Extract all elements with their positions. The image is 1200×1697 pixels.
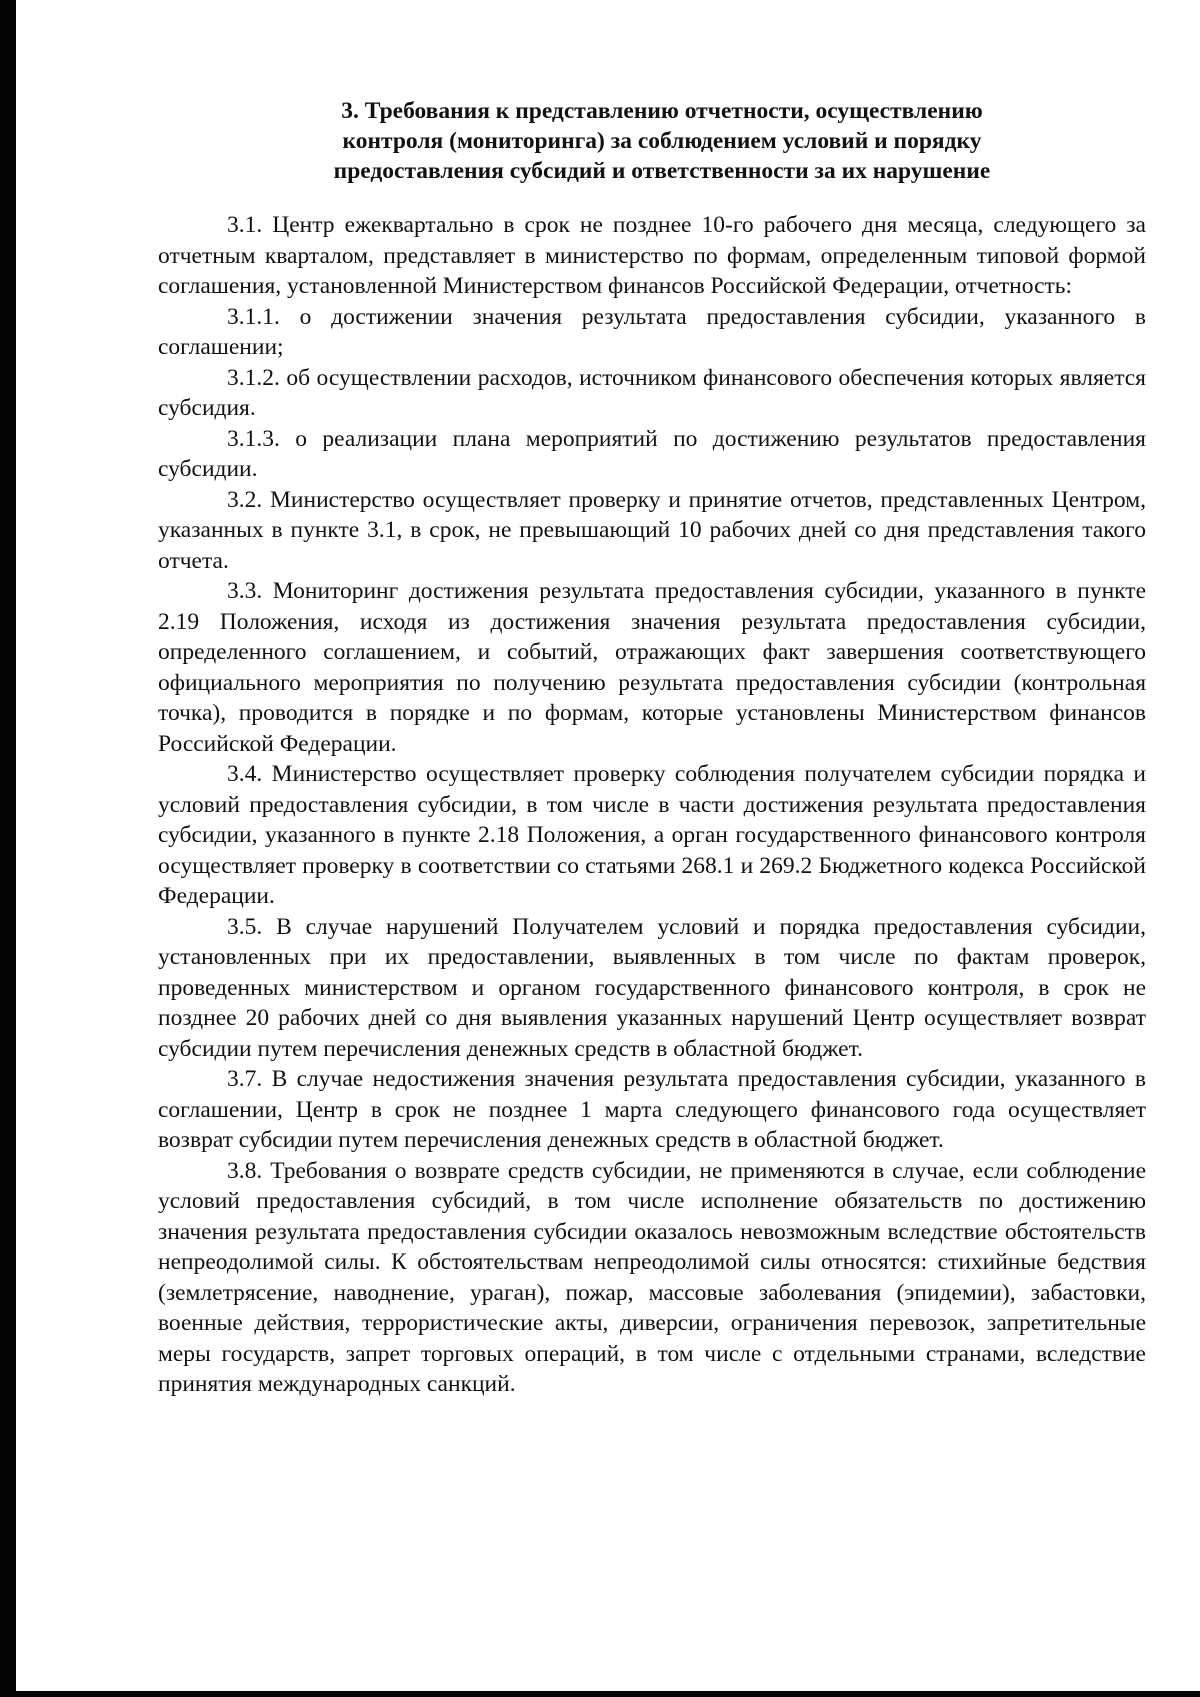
section-heading (158, 96, 1146, 186)
paragraph-3-1-3: 3.1.3. о реализации плана мероприятий по достижению результатов предоставления субсидии. (158, 425, 1146, 482)
paragraph-3-1: 3.1. Центр ежеквартально в срок не позднее 10-го рабочего дня месяца, следующего за отчетным кварталом, представляет в министерство по формам, определенным типовой формой соглашения, установленной Министерством финансов Российской Федерации, отчетность: (158, 212, 1146, 299)
scan-edge-left (0, 0, 16, 1697)
heading-line-2: контроля (мониторинга) за соблюдением условий и порядку (342, 128, 982, 154)
heading-line-1: 3. Требования к представлению отчетности, осуществлению (341, 98, 983, 124)
document-page (158, 96, 1146, 1400)
scan-edge-bottom (0, 1691, 1200, 1697)
paragraph-3-1-1: 3.1.1. о достижении значения результата предоставления субсидии, указанного в соглашении; (158, 303, 1146, 360)
paragraph-3-1-2: 3.1.2. об осуществлении расходов, источником финансового обеспечения которых является субсидия. (158, 364, 1146, 421)
paragraph-3-3: 3.3. Мониторинг достижения результата предоставления субсидии, указанного в пункте 2.19 Положения, исходя из достижения значения результата предоставления субсидии, определенного соглашением, и событий, отражающих факт завершения соответствующего официального мероприятия по получению результата предоставления субсидии (контрольная точка), проводится в порядке и по формам, которые установлены Министерством финансов Российской Федерации. (158, 578, 1146, 757)
heading-line-3: предоставления субсидий и ответственности за их нарушение (333, 158, 991, 184)
paragraph-3-4: 3.4. Министерство осуществляет проверку соблюдения получателем субсидии порядка и условий предоставления субсидии, в том числе в части достижения результата предоставления субсидии, указанного в пункте 2.18 Положения, а орган государственного финансового контроля осуществляет проверку в соответствии со статьями 268.1 и 269.2 Бюджетного кодекса Российской Федерации. (158, 761, 1146, 909)
paragraph-3-5: 3.5. В случае нарушений Получателем условий и порядка предоставления субсидии, установленных при их предоставлении, выявленных в том числе по фактам проверок, проведенных министерством и органом государственного финансового контроля, в срок не позднее 20 рабочих дней со дня выявления указанных нарушений Центр осуществляет возврат субсидии путем перечисления денежных средств в областной бюджет. (158, 913, 1146, 1062)
paragraph-3-7: 3.7. В случае недостижения значения результата предоставления субсидии, указанного в соглашении, Центр в срок не позднее 1 марта следующего финансового года осуществляет возврат субсидии путем перечисления денежных средств в областной бюджет. (158, 1066, 1146, 1153)
paragraph-3-2: 3.2. Министерство осуществляет проверку и принятие отчетов, представленных Центром, указанных в пункте 3.1, в срок, не превышающий 10 рабочих дней со дня представления такого отчета. (158, 486, 1146, 574)
paragraph-3-8: 3.8. Требования о возврате средств субсидии, не применяются в случае, если соблюдение условий предоставления субсидий, в том числе исполнение обязательств по достижению значения результата предоставления субсидии оказалось невозможным вследствие обстоятельств непреодолимой силы. К обстоятельствам непреодолимой силы относятся: стихийные бедствия (землетрясение, наводнение, ураган), пожар, массовые заболевания (эпидемии), забастовки, военные действия, террористические акты, диверсии, ограничения перевозок, запретительные меры государств, запрет торговых операций, в том числе с отдельными странами, вследствие принятия международных санкций. (158, 1157, 1146, 1397)
